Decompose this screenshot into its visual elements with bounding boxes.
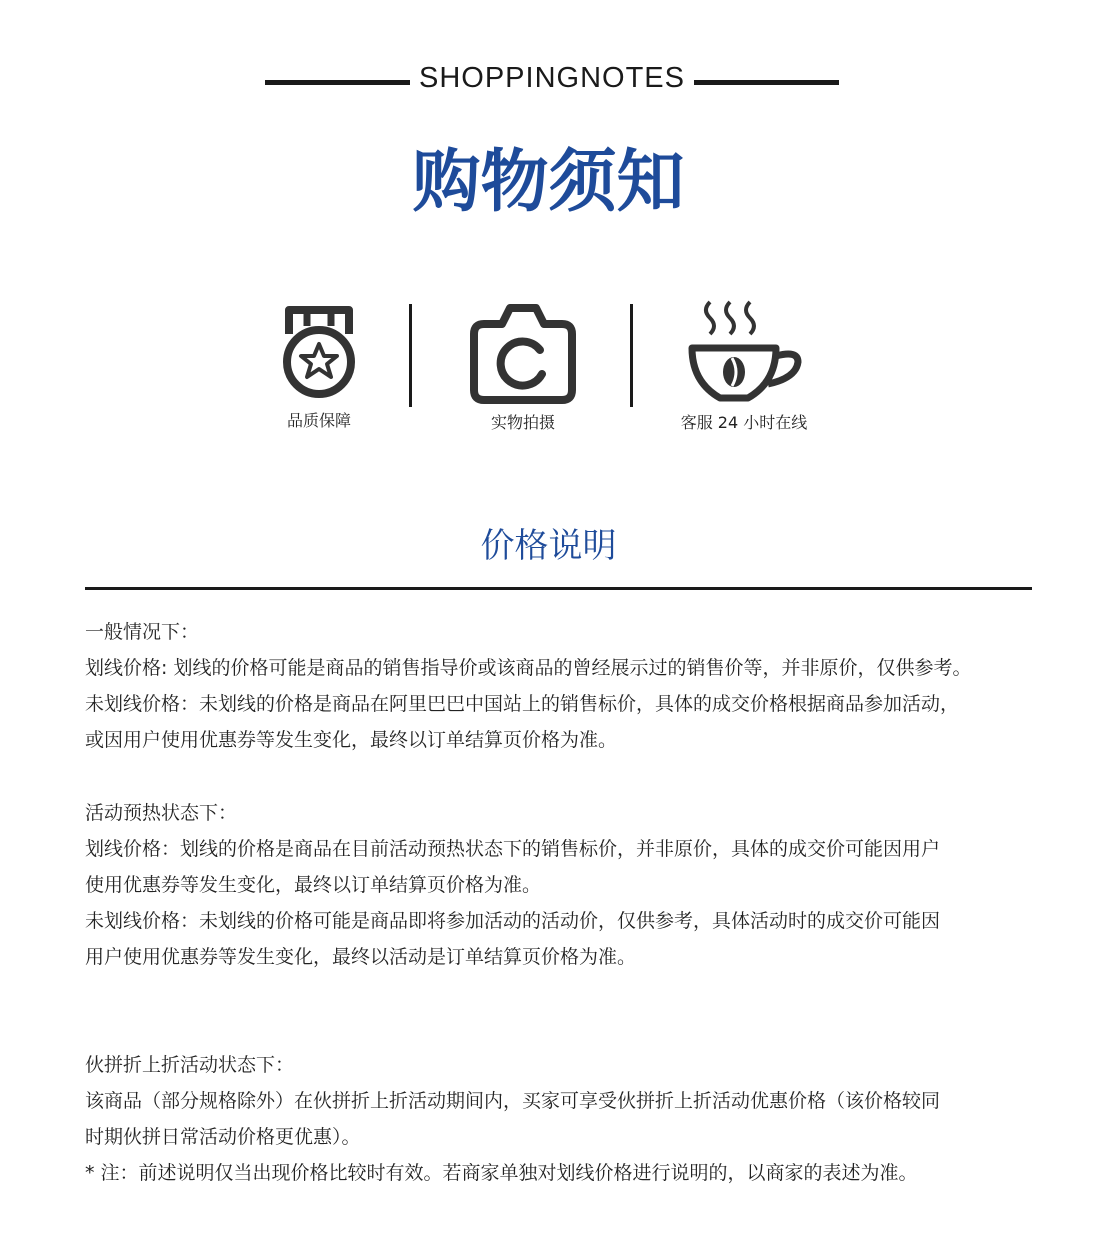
header-subtitle: SHOPPINGNOTES — [419, 62, 685, 94]
page-title: 购物须知 — [412, 143, 685, 222]
header-right-line — [694, 80, 839, 85]
feature-service — [634, 298, 854, 433]
price-notes — [85, 614, 1035, 1191]
notes-line: 用户使用优惠券等发生变化，最终以活动是订单结算页价格为准。 — [85, 946, 637, 968]
notes-footnote: * 注：前述说明仅当出现价格比较时有效。若商家单独对划线价格进行说明的，以商家的表述为准。 — [85, 1162, 918, 1184]
notes-block-group-discount — [85, 1047, 1035, 1191]
notes-line: 使用优惠券等发生变化，最终以订单结算页价格为准。 — [85, 874, 542, 896]
section-title: 价格说明 — [480, 526, 617, 566]
feature-label: 客服 24 小时在线 — [680, 413, 808, 432]
feature-divider — [409, 304, 412, 407]
section-rule — [85, 587, 1032, 590]
notes-line: 划线价格: 划线的价格可能是商品的销售指导价或该商品的曾经展示过的销售价等，并非原价，仅供参考。 — [85, 657, 972, 679]
notes-line: 时期伙拼日常活动价格更优惠）。 — [85, 1126, 361, 1148]
coffee-cup-icon — [634, 298, 854, 404]
notes-line: 未划线价格：未划线的价格是商品在阿里巴巴中国站上的销售标价，具体的成交价格根据商品参加活动， — [85, 693, 960, 715]
notes-line: 划线价格：划线的价格是商品在目前活动预热状态下的销售标价，并非原价，具体的成交价可能因用户 — [85, 838, 941, 860]
header-left-line — [265, 80, 410, 85]
notes-line: 或因用户使用优惠券等发生变化，最终以订单结算页价格为准。 — [85, 729, 618, 751]
notes-heading: 活动预热状态下： — [85, 802, 238, 824]
notes-line: 未划线价格：未划线的价格可能是商品即将参加活动的活动价，仅供参考，具体活动时的成交价可能因 — [85, 910, 941, 932]
notes-block-preheat — [85, 795, 1035, 975]
feature-label: 品质保障 — [286, 411, 351, 430]
notes-block-general — [85, 614, 1035, 758]
feature-photo — [413, 298, 633, 433]
feature-label: 实物拍摄 — [490, 413, 555, 432]
medal-star-icon — [209, 298, 429, 402]
feature-divider — [630, 304, 633, 407]
camera-icon — [413, 298, 633, 404]
notes-line: 该商品（部分规格除外）在伙拼折上折活动期间内，买家可享受伙拼折上折活动优惠价格（该价格较同 — [85, 1090, 941, 1112]
notes-heading: 一般情况下： — [85, 621, 200, 643]
notes-heading: 伙拼折上折活动状态下： — [85, 1054, 295, 1076]
feature-quality — [209, 298, 429, 431]
